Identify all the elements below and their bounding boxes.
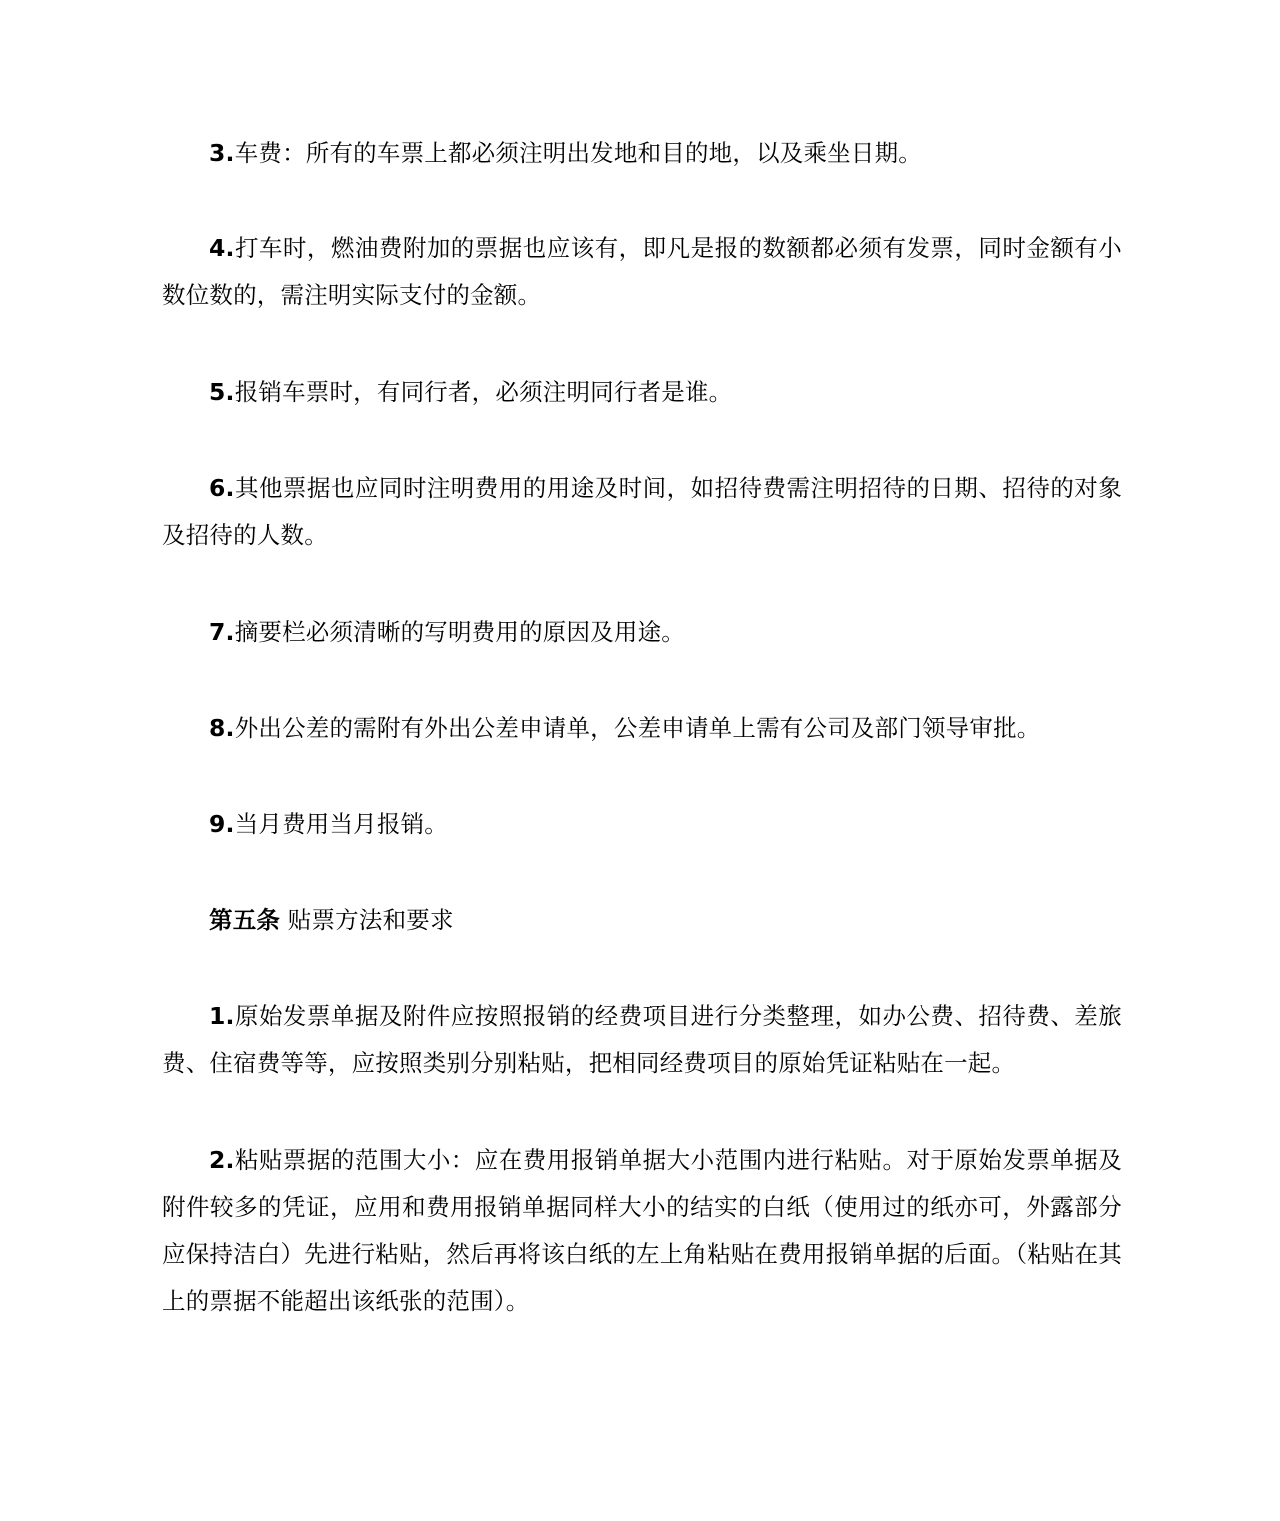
paragraph-item-9 (162, 801, 1122, 848)
item-text: 打车时，燃油费附加的票据也应该有，即凡是报的数额都必须有发票，同时金额有小数位数的，需注明实际支付的金额。 (162, 234, 1122, 309)
item-number: 8. (209, 714, 235, 742)
section-number: 第五条 (209, 906, 281, 934)
item-text: 摘要栏必须清晰的写明费用的原因及用途。 (234, 618, 685, 646)
item-number: 5. (209, 378, 235, 406)
item-number: 4. (209, 234, 235, 262)
item-text: 报销车票时，有同行者，必须注明同行者是谁。 (234, 378, 733, 406)
item-text: 原始发票单据及附件应按照报销的经费项目进行分类整理，如办公费、招待费、差旅费、住宿费等等，应按照类别分别粘贴，把相同经费项目的原始凭证粘贴在一起。 (162, 1002, 1122, 1077)
item-number: 6. (209, 474, 235, 502)
paragraph-section-item-2 (162, 1137, 1122, 1325)
paragraph-section-item-1 (162, 993, 1122, 1087)
item-number: 2. (209, 1146, 235, 1174)
item-number: 7. (209, 618, 235, 646)
item-text: 粘贴票据的范围大小：应在费用报销单据大小范围内进行粘贴。对于原始发票单据及附件较多的凭证，应用和费用报销单据同样大小的结实的白纸（使用过的纸亦可，外露部分应保持洁白）先进行粘贴，然后再将该白纸的左上角粘贴在费用报销单据的后面。（粘贴在其上的票据不能超出该纸张的范围）。 (162, 1146, 1122, 1315)
item-number: 9. (209, 810, 235, 838)
item-text: 车费：所有的车票上都必须注明出发地和目的地，以及乘坐日期。 (234, 139, 922, 167)
item-number: 3. (209, 139, 235, 167)
paragraph-item-7 (162, 609, 1122, 656)
item-text: 外出公差的需附有外出公差申请单，公差申请单上需有公司及部门领导审批。 (234, 714, 1041, 742)
paragraph-item-8 (162, 705, 1122, 752)
paragraph-item-4 (162, 225, 1122, 319)
item-number: 1. (209, 1002, 235, 1030)
paragraph-item-3 (162, 130, 1122, 177)
item-text: 当月费用当月报销。 (234, 810, 448, 838)
paragraph-item-5 (162, 369, 1122, 416)
item-text: 其他票据也应同时注明费用的用途及时间，如招待费需注明招待的日期、招待的对象及招待的人数。 (162, 474, 1122, 549)
section-heading (162, 897, 1122, 944)
section-title: 贴票方法和要求 (280, 906, 454, 934)
paragraph-item-6 (162, 465, 1122, 559)
